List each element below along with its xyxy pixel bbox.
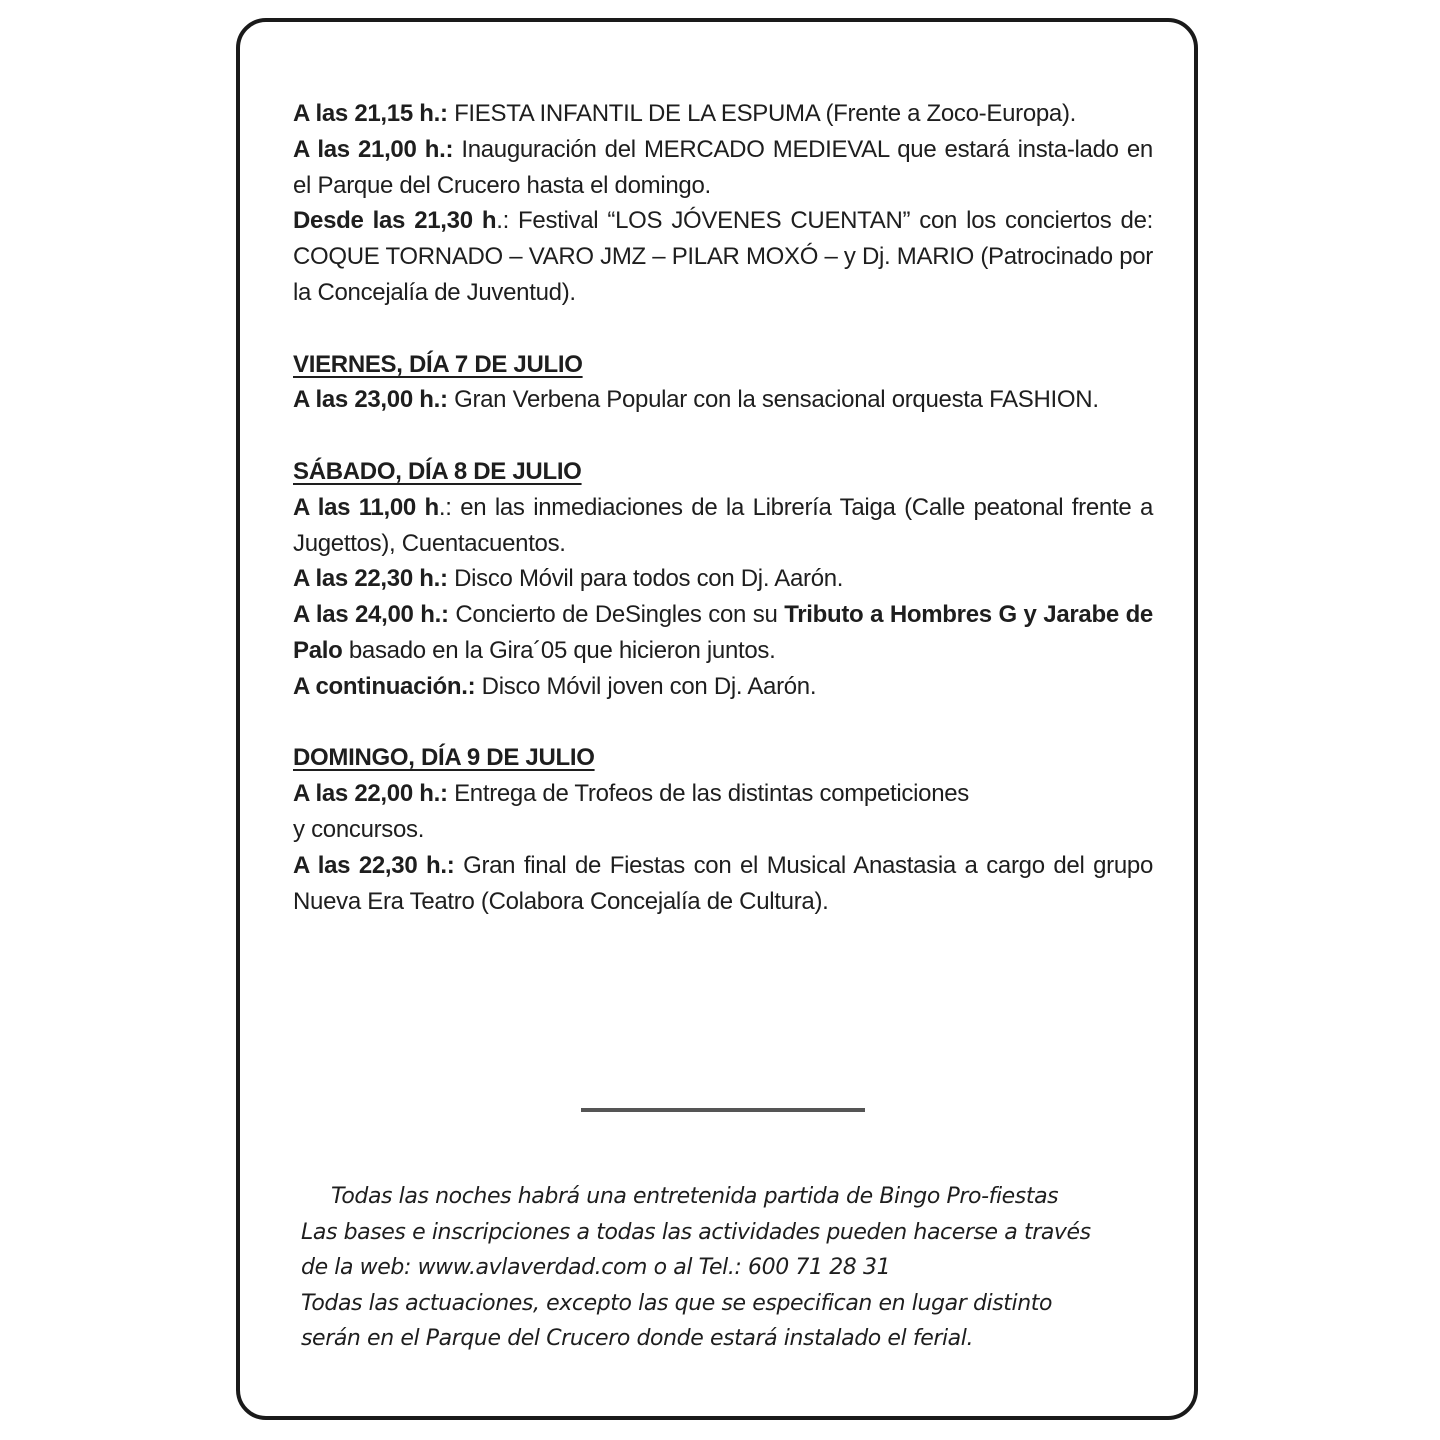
event-time: A las 21,15 h.: [293,100,448,127]
note-line: Todas las actuaciones, excepto las que se especifican en lugar distinto [301,1290,1053,1316]
event-entry [293,490,1153,562]
event-entry [293,669,1153,705]
program-card [236,18,1198,1420]
day-heading-saturday: SÁBADO, DÍA 8 DE JULIO [293,457,582,485]
section-spacer [293,311,1153,347]
event-description: basado en la Gira´05 que hicieron juntos. [342,636,776,664]
event-entry [293,776,1153,848]
section-spacer [293,418,1153,454]
event-description: Inauguración del MERCADO MEDIEVAL que estará insta-lado en el Parque del Crucero hasta el domingo. [293,135,1153,199]
event-entry [293,132,1153,204]
event-entry [293,848,1153,920]
day-heading-friday: VIERNES, DÍA 7 DE JULIO [293,350,583,378]
event-time: A las 24,00 h.: [293,601,449,629]
event-description: .: Festival “LOS JÓVENES CUENTAN” con los conciertos de: COQUE TORNADO – VARO JMZ – PILAR MOXÓ – y Dj. MARIO (Patrocinado por la Concejalía de Juventud). [293,207,1153,306]
event-description: FIESTA INFANTIL DE LA ESPUMA (Frente a Zoco-Europa). [447,100,1077,127]
event-description: y concursos. [293,815,425,843]
event-description: Concierto de DeSingles con su [448,601,785,629]
festival-program [293,96,1153,919]
event-time: A las 22,30 h.: [293,851,455,879]
event-entry [293,96,1153,132]
event-description: Gran Verbena Popular con la sensacional orquesta FASHION. [447,386,1099,414]
event-time: A las 22,30 h.: [293,565,448,593]
event-description: .: en las inmediaciones de la Librería Taiga (Calle peatonal frente a Jugettos), Cuentacuentos. [293,493,1153,557]
event-description: Disco Móvil joven con Dj. Aarón. [475,672,817,700]
event-entry [293,382,1153,418]
event-entry [293,561,1153,597]
event-description: Gran final de Fiestas con el Musical Anastasia a cargo del grupo Nueva Era Teatro (Colabora Concejalía de Cultura). [293,851,1153,915]
note-line: Todas las noches habrá una entretenida partida de Bingo Pro-fiestas [331,1184,1059,1209]
event-time: A las 22,00 h.: [293,780,448,808]
note-line: de la web: www.avlaverdad.com o al Tel.: 600 71 28 31 [301,1255,891,1280]
general-notes [301,1179,1161,1357]
event-time: A las 23,00 h.: [293,386,448,414]
day-heading-sunday: DOMINGO, DÍA 9 DE JULIO [293,744,595,772]
section-spacer [293,705,1153,741]
event-highlight: Tributo a Hombres G y Jarabe de Palo [293,601,1153,664]
note-line: serán en el Parque del Crucero donde estará instalado el ferial. [301,1326,974,1351]
event-description: Entrega de Trofeos de las distintas competiciones [447,780,970,808]
event-time: Desde las 21,30 h [293,207,497,235]
divider-rule [581,1108,865,1112]
event-time: A las 21,00 h.: [293,135,454,163]
event-entry [293,597,1153,669]
event-time: A continuación.: [293,672,476,700]
event-description: Disco Móvil para todos con Dj. Aarón. [447,565,844,593]
note-line: Las bases e inscripciones a todas las actividades pueden hacerse a través [301,1219,1091,1245]
event-entry [293,203,1153,310]
event-time: A las 11,00 h [293,493,439,521]
